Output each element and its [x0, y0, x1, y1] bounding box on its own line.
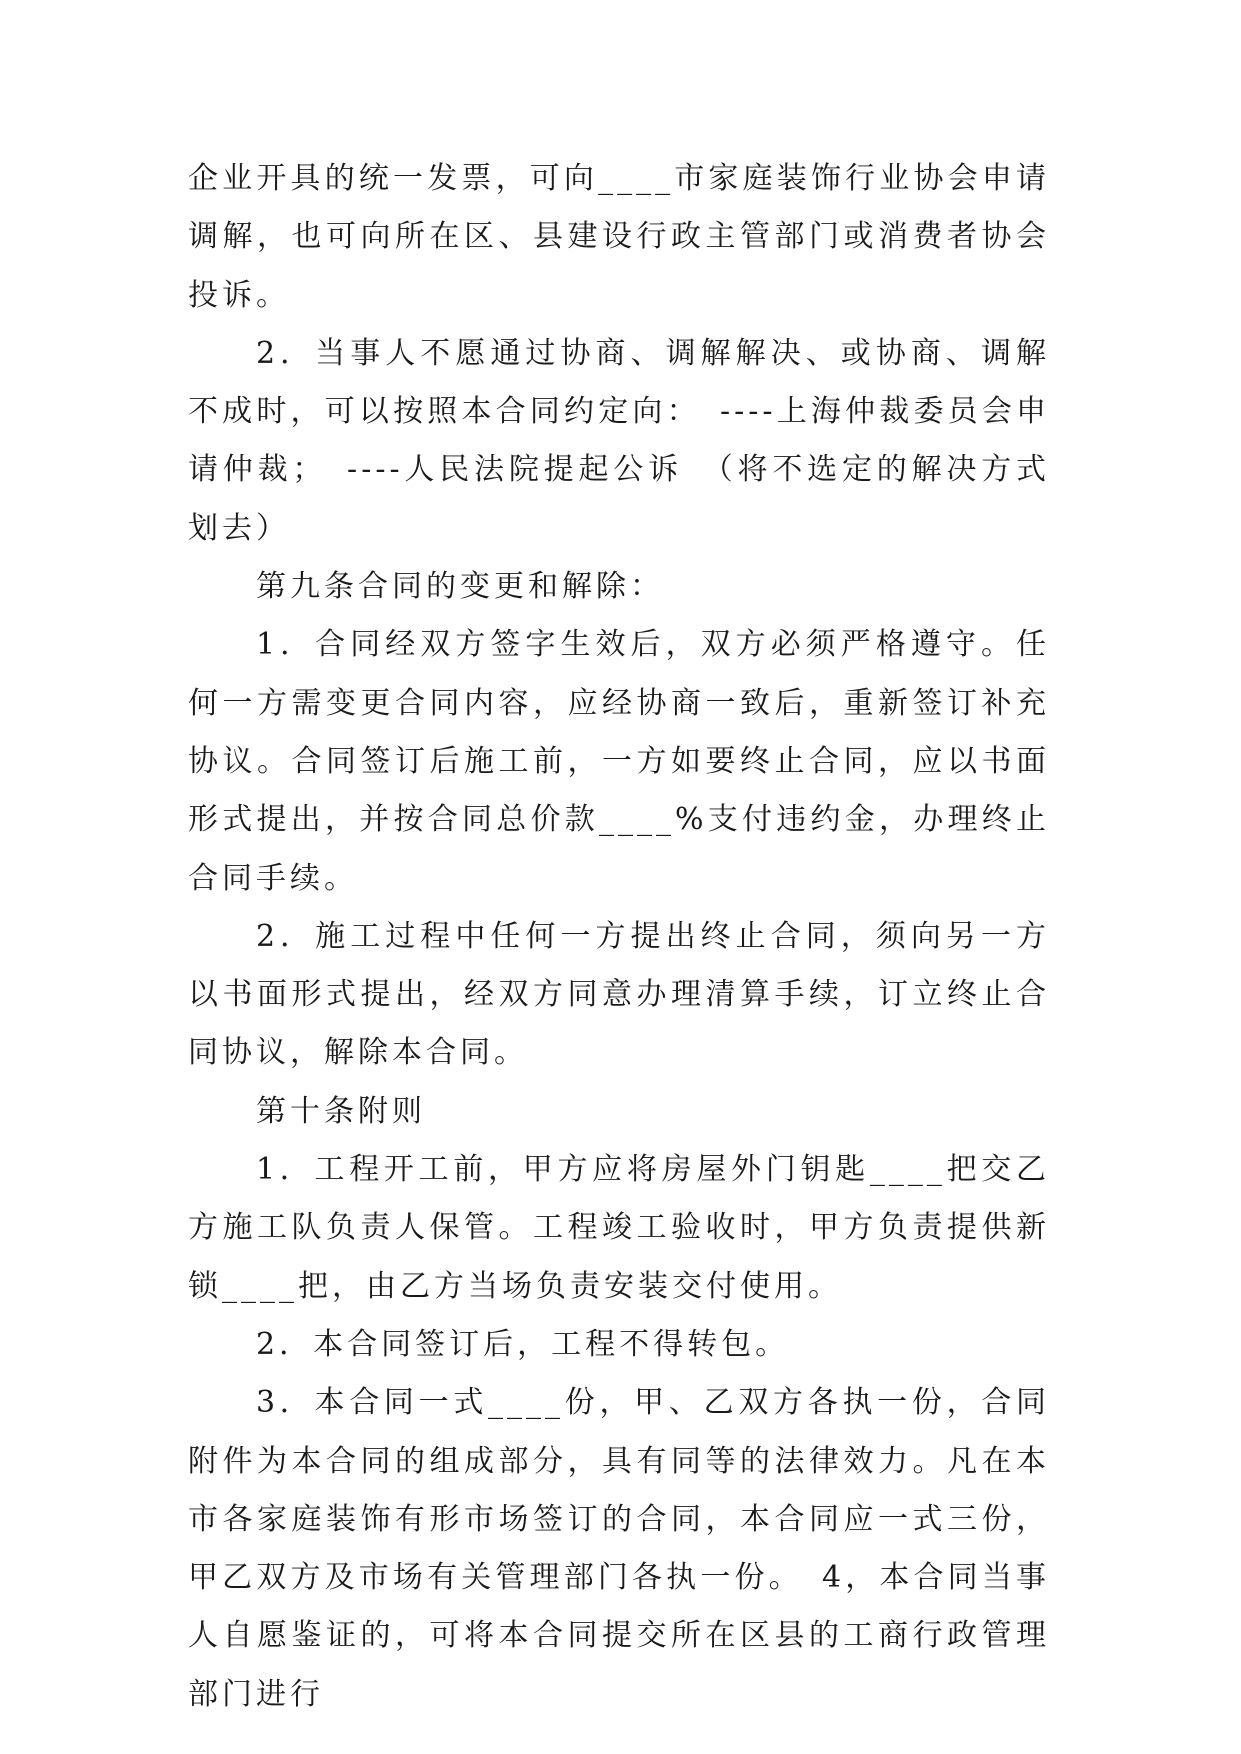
document-body — [188, 150, 1050, 1724]
section-heading-article-9: 第九条合同的变更和解除： — [256, 569, 664, 605]
paragraph-keys-handover: 1．工程开工前，甲方应将房屋外门钥匙____把交乙方施工队负责人保管。工程竣工验收时，甲方负责提供新锁____把，由乙方当场负责安装交付使用。 — [188, 1152, 1050, 1304]
paragraph-arbitration-option: 2．当事人不愿通过协商、调解解决、或协商、调解不成时，可以按照本合同约定向： ----上海仲裁委员会申请仲裁； ----人民法院提起公诉 （将不选定的解决方式划去） — [188, 335, 1050, 546]
paragraph-no-subcontract: 2．本合同签订后，工程不得转包。 — [256, 1326, 790, 1362]
paragraph-copies-and-notarization: 3．本合同一式____份，甲、乙双方各执一份，合同附件为本合同的组成部分，具有同等的法律效力。凡在本市各家庭装饰有形市场签订的合同，本合同应一式三份，甲乙双方及市场有关管理部门各执一份。 4，本合同当事人自愿鉴证的，可将本合同提交所在区县的工商行政管理部门进行 — [188, 1385, 1050, 1712]
section-heading-article-10: 第十条附则 — [256, 1093, 426, 1129]
paragraph-dispute-mediation: 企业开具的统一发票，可向____市家庭装饰行业协会申请调解，也可向所在区、县建设行政主管部门或消费者协会投诉。 — [188, 161, 1050, 313]
paragraph-contract-termination: 2．施工过程中任何一方提出终止合同，须向另一方以书面形式提出，经双方同意办理清算手续，订立终止合同协议，解除本合同。 — [188, 918, 1050, 1071]
paragraph-contract-modification: 1．合同经双方签字生效后，双方必须严格遵守。任何一方需变更合同内容，应经协商一致后，重新签订补充协议。合同签订后施工前，一方如要终止合同，应以书面形式提出，并按合同总价款____%支付违约金，办理终止合同手续。 — [188, 627, 1050, 896]
